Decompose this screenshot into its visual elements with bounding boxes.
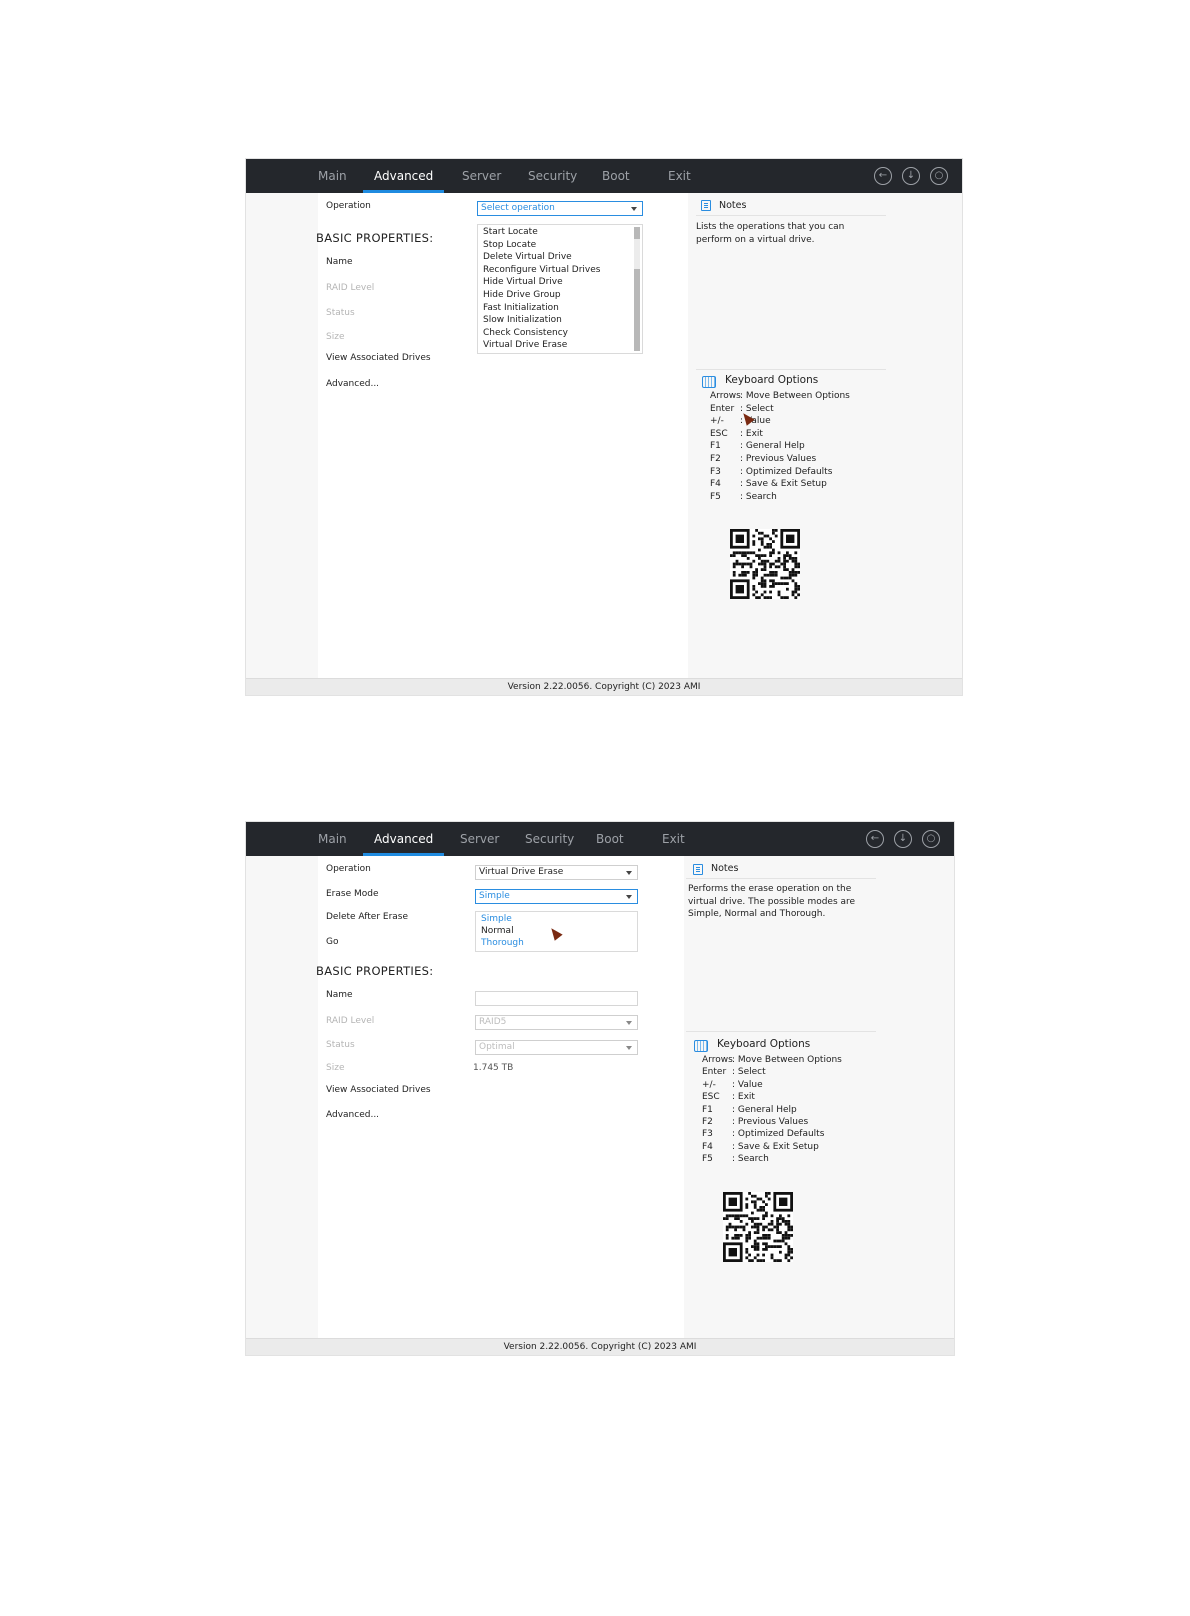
raid-level-label: RAID Level — [326, 1016, 375, 1026]
keyboard-option-row — [702, 1055, 842, 1065]
scrollbar-up[interactable] — [634, 227, 640, 239]
keyboard-option-row — [702, 1067, 766, 1078]
bios-screen-virtual-drive-erase — [245, 821, 955, 1356]
tab-server[interactable]: Server — [462, 169, 502, 183]
save-icon[interactable]: ↓ — [894, 830, 912, 848]
keyboard-key: ESC — [710, 428, 728, 439]
keyboard-action: : Move Between Options — [732, 1055, 842, 1065]
option-simple[interactable]: Simple — [481, 914, 512, 924]
keyboard-options-title: Keyboard Options — [725, 374, 819, 386]
notes-text: Performs the erase operation on the virtual drive. The possible modes are Simple, Normal and Thorough. — [688, 884, 856, 919]
tab-boot[interactable]: Boot — [602, 169, 630, 183]
option-virtual-drive-erase[interactable]: Virtual Drive Erase — [483, 340, 568, 351]
footer-version: Version 2.22.0056. Copyright (C) 2023 AMI — [246, 1338, 954, 1355]
size-label: Size — [326, 1063, 345, 1073]
chevron-down-icon — [626, 895, 632, 899]
operation-dropdown-list[interactable] — [477, 224, 643, 354]
keyboard-option-row — [710, 454, 817, 464]
keyboard-key: Enter — [702, 1067, 727, 1078]
status-select — [475, 1040, 638, 1055]
keyboard-divider — [686, 1031, 876, 1032]
name-label: Name — [326, 257, 353, 267]
tab-exit[interactable]: Exit — [668, 169, 691, 183]
raid-level-label: RAID Level — [326, 283, 375, 293]
back-icon[interactable]: ← — [866, 830, 884, 848]
keyboard-option-row — [710, 416, 771, 427]
search-icon[interactable]: ○ — [922, 830, 940, 848]
keyboard-key: F5 — [710, 491, 721, 502]
option-delete-virtual-drive[interactable]: Delete Virtual Drive — [483, 252, 572, 263]
notes-title: Notes — [711, 863, 739, 874]
option-stop-locate[interactable]: Stop Locate — [483, 239, 537, 250]
keyboard-key: Arrows — [710, 391, 741, 401]
qr-code — [730, 529, 800, 599]
keyboard-option-row — [710, 466, 833, 477]
option-thorough[interactable]: Thorough — [481, 938, 524, 948]
status-value: Optimal — [479, 1042, 515, 1052]
keyboard-action: : Optimized Defaults — [732, 1129, 825, 1140]
top-nav-bar — [246, 822, 954, 856]
advanced-link[interactable]: Advanced... — [326, 379, 380, 389]
raid-level-select — [475, 1015, 638, 1030]
scrollbar[interactable] — [634, 227, 640, 351]
keyboard-option-row — [710, 403, 774, 414]
option-start-locate[interactable]: Start Locate — [483, 227, 538, 237]
keyboard-icon — [702, 376, 716, 388]
tab-server[interactable]: Server — [460, 832, 500, 846]
operation-select-value: Select operation — [481, 203, 555, 213]
tab-security[interactable]: Security — [525, 832, 575, 846]
keyboard-icon — [694, 1040, 708, 1052]
erase-mode-label: Erase Mode — [326, 889, 379, 899]
keyboard-action: : Select — [740, 403, 774, 414]
option-reconfigure-virtual-drives[interactable]: Reconfigure Virtual Drives — [483, 264, 601, 275]
search-icon[interactable]: ○ — [930, 167, 948, 185]
chevron-down-icon — [631, 207, 637, 211]
bios-screen-operation-list — [245, 158, 963, 696]
keyboard-option-row — [702, 1079, 763, 1090]
operation-label: Operation — [326, 201, 371, 211]
keyboard-options-title: Keyboard Options — [717, 1038, 811, 1050]
keyboard-key: F2 — [710, 454, 721, 464]
keyboard-option-row — [710, 491, 777, 502]
notes-divider — [696, 215, 886, 216]
size-label: Size — [326, 332, 345, 342]
delete-after-erase-label: Delete After Erase — [326, 912, 409, 922]
operation-select[interactable] — [477, 201, 643, 216]
keyboard-key: +/- — [710, 416, 724, 427]
keyboard-action: : Move Between Options — [740, 391, 850, 401]
notes-divider — [686, 878, 876, 879]
keyboard-action: : Previous Values — [732, 1117, 809, 1127]
go-button[interactable]: Go — [326, 937, 339, 947]
notes-icon — [693, 864, 703, 875]
option-hide-virtual-drive[interactable]: Hide Virtual Drive — [483, 277, 563, 288]
basic-properties-header: BASIC PROPERTIES: — [316, 231, 434, 245]
keyboard-action: : Exit — [732, 1092, 755, 1103]
keyboard-key: F4 — [702, 1141, 713, 1152]
option-check-consistency[interactable]: Check Consistency — [483, 327, 568, 338]
keyboard-action: : Select — [732, 1067, 766, 1078]
option-fast-initialization[interactable]: Fast Initialization — [483, 302, 559, 313]
keyboard-action: : Optimized Defaults — [740, 466, 833, 477]
advanced-link[interactable]: Advanced... — [326, 1110, 380, 1120]
chevron-down-icon — [626, 1021, 632, 1025]
tab-advanced[interactable]: Advanced — [374, 822, 433, 856]
keyboard-action: : Search — [732, 1154, 769, 1165]
size-value: 1.745 TB — [473, 1063, 514, 1073]
basic-properties-header: BASIC PROPERTIES: — [316, 964, 434, 978]
keyboard-option-row — [702, 1092, 755, 1103]
top-nav-bar — [246, 159, 962, 193]
keyboard-option-row — [710, 428, 763, 439]
keyboard-action: : Exit — [740, 428, 763, 439]
scrollbar-thumb[interactable] — [634, 269, 640, 351]
keyboard-key: F1 — [710, 441, 721, 452]
operation-select-value: Virtual Drive Erase — [479, 867, 564, 877]
tab-exit[interactable]: Exit — [662, 832, 685, 846]
view-associated-drives-link[interactable]: View Associated Drives — [326, 353, 431, 363]
operation-select[interactable] — [475, 865, 638, 880]
footer-version: Version 2.22.0056. Copyright (C) 2023 AMI — [246, 678, 962, 695]
keyboard-action: : Search — [740, 491, 777, 502]
erase-mode-select[interactable] — [475, 889, 638, 904]
keyboard-option-row — [702, 1141, 819, 1152]
keyboard-option-row — [710, 391, 850, 401]
keyboard-key: Enter — [710, 403, 735, 414]
option-slow-initialization[interactable]: Slow Initialization — [483, 315, 562, 326]
chevron-down-icon — [626, 871, 632, 875]
keyboard-action: : Value — [740, 416, 771, 427]
keyboard-option-row — [702, 1117, 809, 1127]
raid-level-value: RAID5 — [479, 1017, 507, 1027]
notes-text: Lists the operations that you can perform on a virtual drive. — [696, 222, 845, 245]
name-input[interactable] — [475, 991, 638, 1006]
keyboard-key: F1 — [702, 1104, 713, 1115]
keyboard-action: : Previous Values — [740, 454, 817, 464]
option-normal[interactable]: Normal — [481, 926, 514, 936]
keyboard-action: : Save & Exit Setup — [732, 1141, 819, 1152]
notes-icon — [701, 200, 711, 211]
keyboard-option-row — [702, 1104, 797, 1115]
tab-boot[interactable]: Boot — [596, 832, 624, 846]
back-icon[interactable]: ← — [874, 167, 892, 185]
keyboard-option-row — [702, 1154, 769, 1165]
keyboard-key: Arrows — [702, 1055, 733, 1065]
keyboard-key: F3 — [710, 466, 721, 477]
keyboard-option-row — [710, 479, 827, 490]
keyboard-option-row — [702, 1129, 825, 1140]
keyboard-action: : Value — [732, 1079, 763, 1090]
option-hide-drive-group[interactable]: Hide Drive Group — [483, 290, 561, 300]
keyboard-option-row — [710, 441, 805, 452]
tab-advanced[interactable]: Advanced — [374, 159, 433, 193]
keyboard-action: : General Help — [740, 441, 805, 452]
status-label: Status — [326, 308, 355, 318]
view-associated-drives-link[interactable]: View Associated Drives — [326, 1085, 431, 1095]
save-icon[interactable]: ↓ — [902, 167, 920, 185]
keyboard-divider — [696, 369, 886, 370]
operation-label: Operation — [326, 864, 371, 874]
keyboard-key: F3 — [702, 1129, 713, 1140]
tab-main[interactable]: Main — [318, 832, 347, 846]
notes-title: Notes — [719, 200, 747, 211]
keyboard-key: ESC — [702, 1092, 720, 1103]
status-label: Status — [326, 1040, 355, 1050]
keyboard-key: F4 — [710, 479, 721, 490]
erase-mode-select-value: Simple — [479, 891, 510, 901]
chevron-down-icon — [626, 1046, 632, 1050]
keyboard-action: : General Help — [732, 1104, 797, 1115]
qr-code — [723, 1192, 793, 1262]
tab-main[interactable]: Main — [318, 169, 347, 183]
tab-security[interactable]: Security — [528, 169, 578, 183]
keyboard-action: : Save & Exit Setup — [740, 479, 827, 490]
keyboard-key: F5 — [702, 1154, 713, 1165]
name-label: Name — [326, 990, 353, 1000]
keyboard-key: +/- — [702, 1079, 716, 1090]
keyboard-key: F2 — [702, 1117, 713, 1127]
